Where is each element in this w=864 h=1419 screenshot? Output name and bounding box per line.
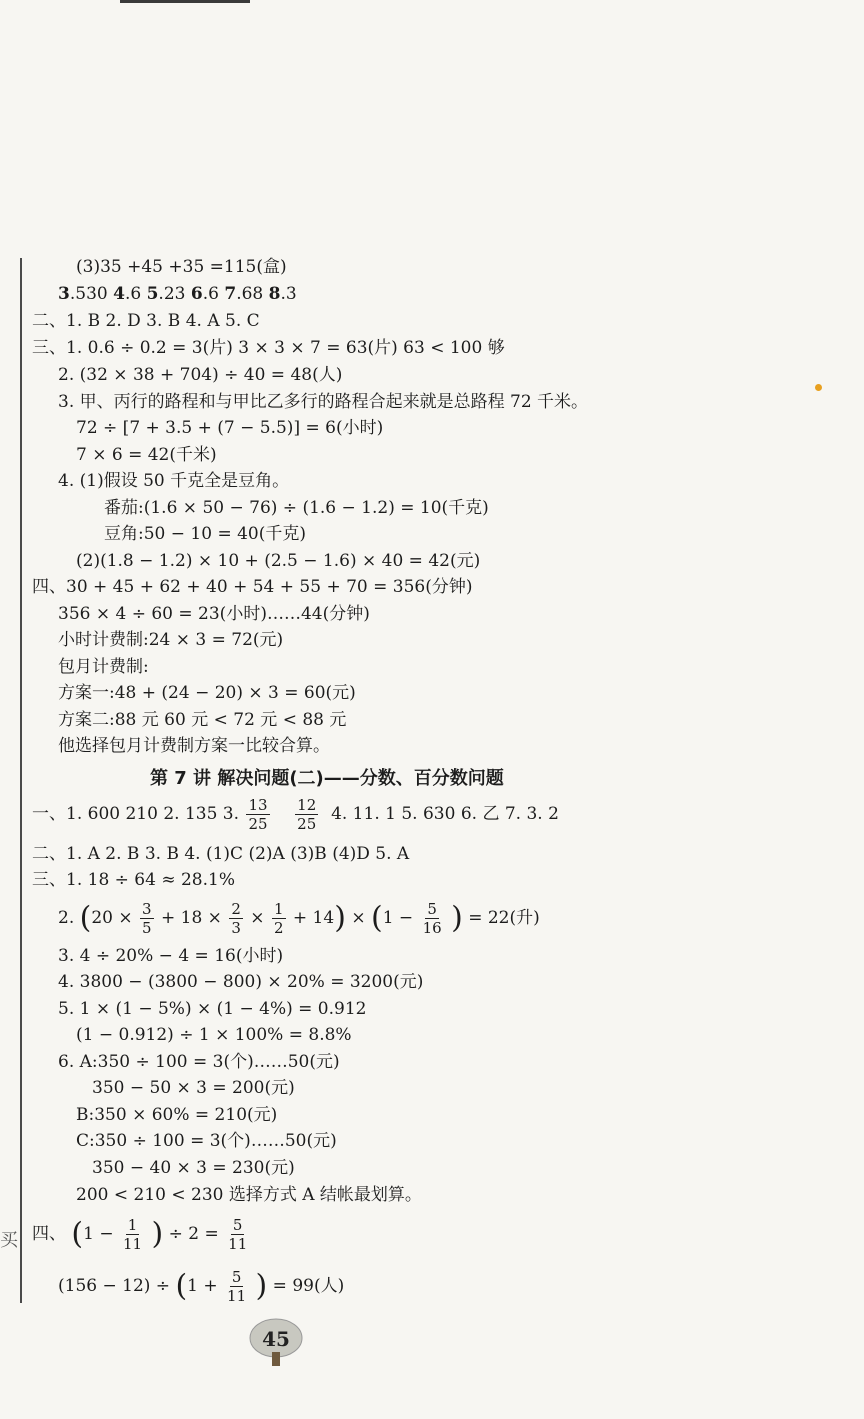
page-number-badge [248,1316,304,1372]
answer-line: 200 < 210 < 230 选择方式 A 结帐最划算。 [76,1185,422,1205]
edge-character: 买 [0,1230,18,1251]
answer-line-choices: 3.530 4.6 5.23 6.6 7.68 8.3 [58,284,297,304]
answer-line: 三、1. 18 ÷ 64 ≈ 28.1% [32,870,235,890]
answer-line: 包月计费制: [58,657,149,677]
fraction: $\frac{5}{11}$ [227,1268,247,1305]
answer-line: 350 − 40 × 3 = 230(元) [92,1158,295,1178]
page-number: 45 [262,1327,290,1351]
answer-line: B:350 × 60% = 210(元) [76,1105,278,1125]
answer-line: 4. (1)假设 50 千克全是豆角。 [58,471,290,491]
answer-line: 二、1. B 2. D 3. B 4. A 5. C [32,311,260,331]
margin-rule [20,258,22,1303]
fraction: $\frac{2}{3}$ [231,900,241,937]
answer-line: 方案一:48 + (24 − 20) × 3 = 60(元) [58,683,356,703]
answer-line: C:350 ÷ 100 = 3(个)……50(元) [76,1131,337,1151]
fraction: $\frac{5}{11}$ [228,1216,248,1253]
answer-line: (1 − 0.912) ÷ 1 × 100% = 8.8% [76,1025,352,1045]
answer-line-equation: 2. (20 × $\frac{3}{5}$ + 18 × $\frac{2}{3}$ × $\frac{1}{2}$ + 14) × (1 − $\frac{5}{16}$ ) = 22(升) [58,900,540,937]
answer-line: 72 ÷ [7 + 3.5 + (7 − 5.5)] = 6(小时) [76,418,384,438]
answer-line: 方案二:88 元 60 元 < 72 元 < 88 元 [58,710,347,730]
answer-line: 番茄:(1.6 × 50 − 76) ÷ (1.6 − 1.2) = 10(千克) [104,498,489,518]
answer-line: 356 × 4 ÷ 60 = 23(小时)……44(分钟) [58,604,370,624]
fraction: $\frac{5}{16}$ [422,900,442,937]
answer-line: 他选择包月计费制方案一比较合算。 [58,736,330,756]
fraction: $\frac{13}{25}$ [248,796,268,833]
tree-icon [248,1316,304,1372]
fraction: $\frac{1}{11}$ [123,1216,143,1253]
ink-dot [815,384,822,391]
answer-line-fractions: 一、1. 600 210 2. 135 3. $\frac{13}{25}$ $\frac{12}{25}$ 4. 11. 1 5. 630 6. 乙 7. 3. 2 [32,796,559,833]
fraction: $\frac{12}{25}$ [297,796,317,833]
answer-line: (3)35 +45 +35 =115(盒) [76,257,287,277]
answer-line: 350 − 50 × 3 = 200(元) [92,1078,295,1098]
answer-line-equation: 四、 (1 − $\frac{1}{11}$ ) ÷ 2 = $\frac{5}{11}$ [32,1216,248,1253]
answer-line: 7 × 6 = 42(千米) [76,445,217,465]
answer-line: 3. 4 ÷ 20% − 4 = 16(小时) [58,946,284,966]
answer-line-equation: (156 − 12) ÷ (1 + $\frac{5}{11}$ ) = 99(人) [58,1268,345,1305]
fraction: $\frac{3}{5}$ [142,900,152,937]
answer-line: 豆角:50 − 10 = 40(千克) [104,524,306,544]
answer-line: 二、1. A 2. B 3. B 4. (1)C (2)A (3)B (4)D 5. A [32,844,410,864]
answer-line: 四、30 + 45 + 62 + 40 + 54 + 55 + 70 = 356(分钟) [32,577,473,597]
answer-line: 3. 甲、丙行的路程和与甲比乙多行的路程合起来就是总路程 72 千米。 [58,392,589,412]
lesson-title: 第 7 讲 解决问题(二)——分数、百分数问题 [150,768,504,789]
fraction: $\frac{1}{2}$ [273,900,284,937]
answer-line: 5. 1 × (1 − 5%) × (1 − 4%) = 0.912 [58,999,367,1019]
answer-line: (2)(1.8 − 1.2) × 10 + (2.5 − 1.6) × 40 = 42(元) [76,551,481,571]
top-edge-line [120,0,250,3]
answer-line: 4. 3800 − (3800 − 800) × 20% = 3200(元) [58,972,424,992]
answer-line: 三、1. 0.6 ÷ 0.2 = 3(片) 3 × 3 × 7 = 63(片) 63 < 100 够 [32,338,505,358]
answer-line: 2. (32 × 38 + 704) ÷ 40 = 48(人) [58,365,343,385]
answer-line: 6. A:350 ÷ 100 = 3(个)……50(元) [58,1052,340,1072]
answer-line: 小时计费制:24 × 3 = 72(元) [58,630,284,650]
